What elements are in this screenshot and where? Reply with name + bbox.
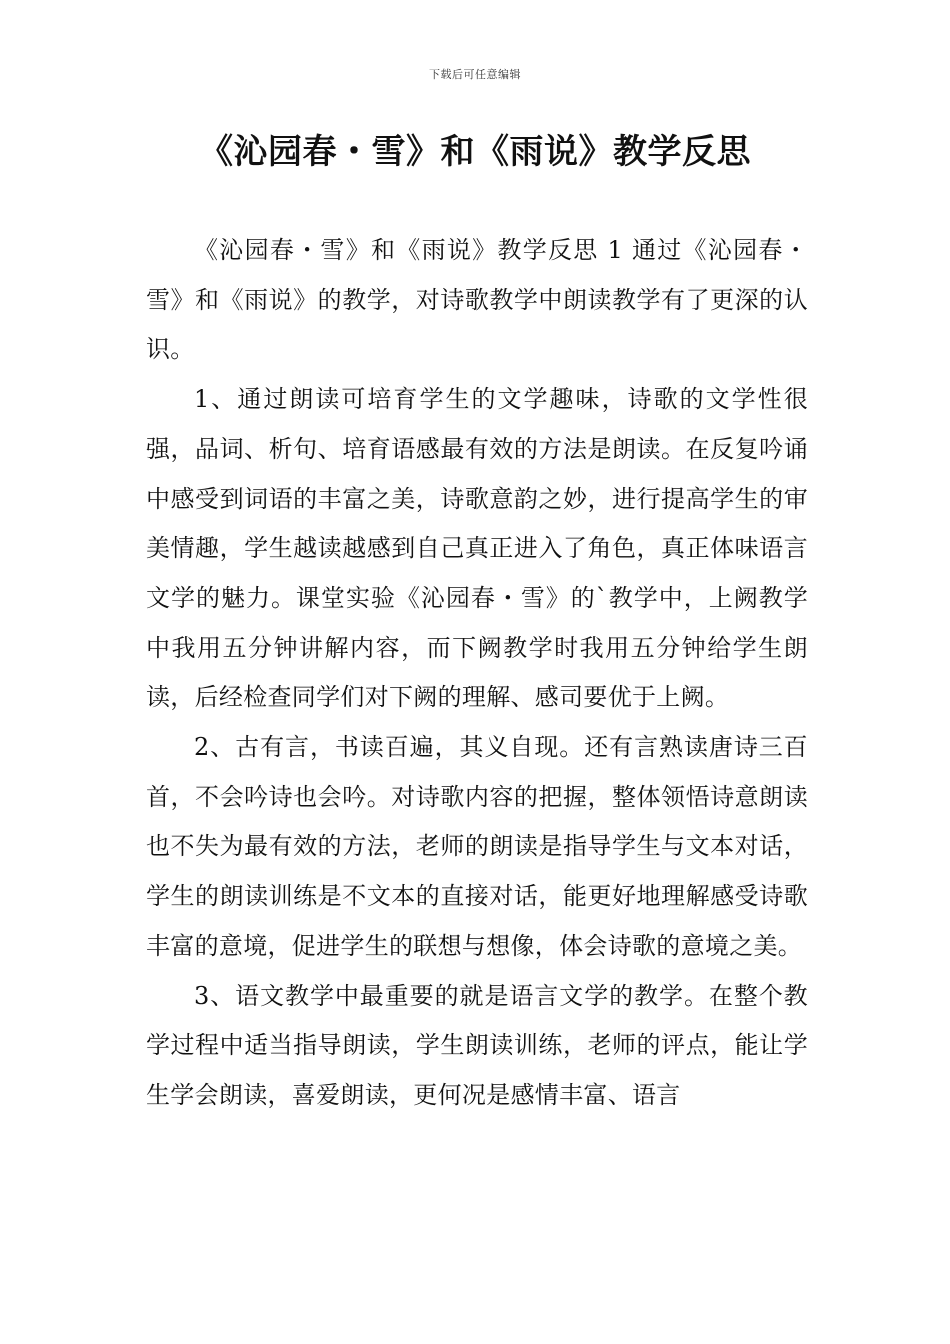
- paragraph-point-3: 3、语文教学中最重要的就是语言文学的教学。在整个教学过程中适当指导朗读，学生朗读训练，老师的评点，能让学生学会朗读，喜爱朗读，更何况是感情丰富、语言: [146, 981, 808, 1109]
- paragraph-intro: 《沁园春・雪》和《雨说》教学反思 1 通过《沁园春・雪》和《雨说》的教学，对诗歌教学中朗读教学有了更深的认识。: [146, 236, 808, 364]
- paragraph-point-1: 1、通过朗读可培育学生的文学趣味，诗歌的文学性很强，品词、析句、培育语感最有效的方法是朗读。在反复吟诵中感受到词语的丰富之美，诗歌意韵之妙，进行提高学生的审美情趣，学生越读越感到自己真正进入了角色，真正体味语言文学的魅力。课堂实验《沁园春・雪》的`教学中，上阙教学中我用五分钟讲解内容，而下阙教学时我用五分钟给学生朗读，后经检查同学们对下阙的理解、感司要优于上阙。: [146, 385, 808, 712]
- document-body: [146, 226, 808, 1121]
- header-note: 下载后可任意编辑: [429, 68, 521, 81]
- document-title: 《沁园春・雪》和《雨说》教学反思: [199, 132, 751, 172]
- paragraph-point-2: 2、古有言，书读百遍，其义自现。还有言熟读唐诗三百首，不会吟诗也会吟。对诗歌内容的把握，整体领悟诗意朗读也不失为最有效的方法，老师的朗读是指导学生与文本对话，学生的朗读训练是不文本的直接对话，能更好地理解感受诗歌丰富的意境，促进学生的联想与想像，体会诗歌的意境之美。: [146, 733, 808, 960]
